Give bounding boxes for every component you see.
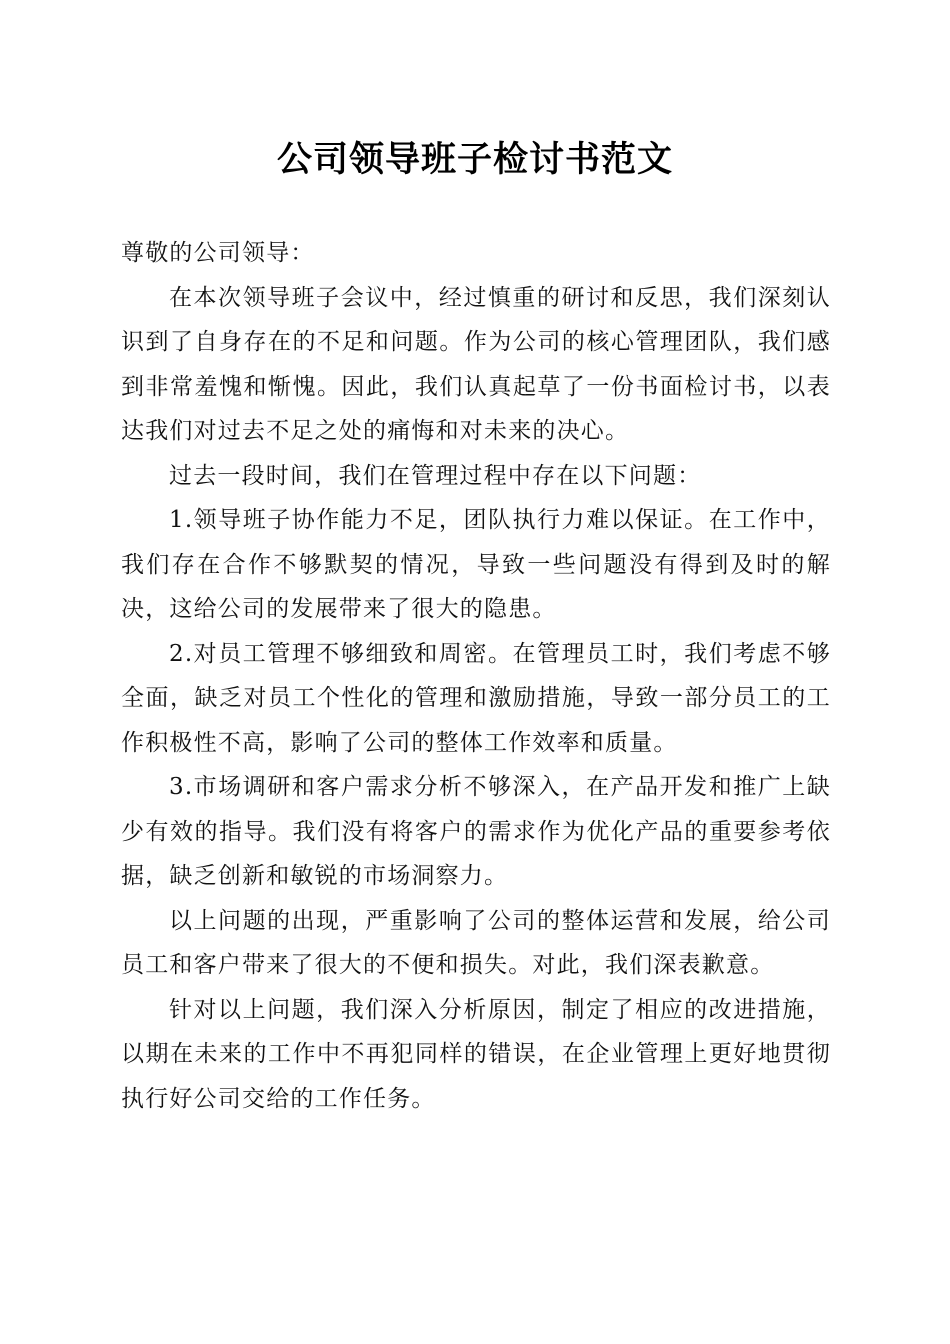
document-body [121, 231, 831, 1121]
paragraph-problem-2: 2.对员工管理不够细致和周密。在管理员工时，我们考虑不够全面，缺乏对员工个性化的管理和激励措施，导致一部分员工的工作积极性不高，影响了公司的整体工作效率和质量。 [121, 640, 831, 756]
paragraph-problems-lead: 过去一段时间，我们在管理过程中存在以下问题： [169, 462, 702, 489]
document-title: 公司领导班子检讨书范文 [276, 139, 673, 180]
salutation: 尊敬的公司领导： [121, 240, 315, 266]
paragraph-problem-1: 1.领导班子协作能力不足，团队执行力难以保证。在工作中，我们存在合作不够默契的情况，导致一些问题没有得到及时的解决，这给公司的发展带来了很大的隐患。 [121, 507, 831, 622]
paragraph-intro: 在本次领导班子会议中，经过慎重的研讨和反思，我们深刻认识到了自身存在的不足和问题。作为公司的核心管理团队，我们感到非常羞愧和惭愧。因此，我们认真起草了一份书面检讨书，以表达我们对过去不足之处的痛悔和对未来的决心。 [121, 284, 831, 444]
paragraph-measures: 针对以上问题，我们深入分析原因，制定了相应的改进措施，以期在未来的工作中不再犯同样的错误，在企业管理上更好地贯彻执行好公司交给的工作任务。 [121, 996, 831, 1112]
paragraph-impact: 以上问题的出现，严重影响了公司的整体运营和发展，给公司员工和客户带来了很大的不便和损失。对此，我们深表歉意。 [121, 907, 831, 978]
paragraph-problem-3: 3.市场调研和客户需求分析不够深入，在产品开发和推广上缺少有效的指导。我们没有将客户的需求作为优化产品的重要参考依据，缺乏创新和敏锐的市场洞察力。 [121, 774, 831, 889]
